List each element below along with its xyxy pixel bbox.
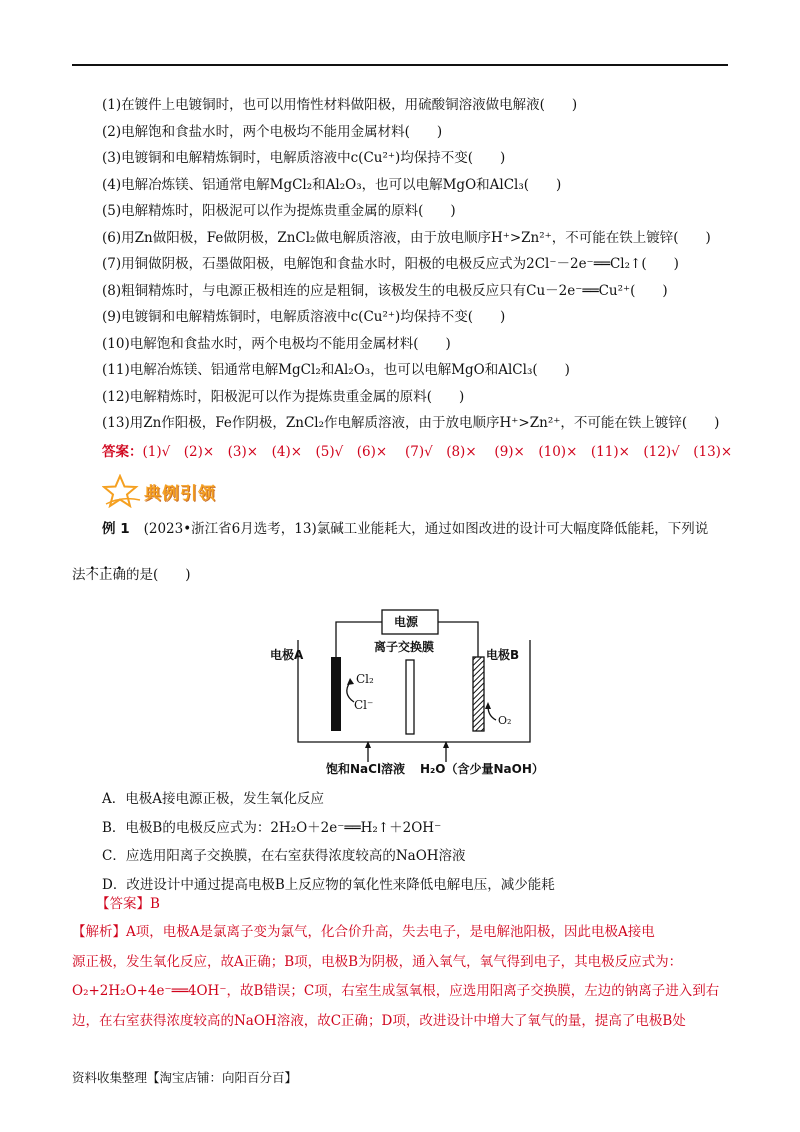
statement-2: (2)电解饱和食盐水时，两个电极均不能用金属材料( )	[102, 123, 443, 140]
wire-right	[438, 622, 478, 657]
emphasis-char: 不	[85, 567, 99, 583]
electrode-a-label: 电极A	[270, 648, 304, 662]
question-line-1	[102, 517, 708, 541]
left-solution-label: 饱和NaCl溶液	[326, 762, 406, 776]
section-banner	[102, 474, 242, 508]
electrode-b-label: 电极B	[486, 648, 520, 662]
cl2-label: Cl₂	[356, 672, 374, 686]
section-banner-title: 典例引领	[144, 484, 216, 504]
question-text-suffix: 的是( )	[126, 567, 191, 583]
statement-13: (13)用Zn作阳极，Fe作阴极，ZnCl₂作电解质溶液，由于放电顺序H⁺>Zn²⁺，不可能在铁上镀锌( )	[102, 415, 720, 431]
cl-ion-label: Cl⁻	[354, 698, 374, 712]
answer-key: 【答案】B	[96, 896, 160, 912]
statement-7: (7)用铜做阴极，石墨做阳极，电解饱和食盐水时，阳极的电极反应式为2Cl⁻－2e⁻══Cl₂↑( )	[102, 256, 679, 272]
ion-exchange-membrane	[406, 660, 414, 734]
statement-6: (6)用Zn做阳极，Fe做阴极，ZnCl₂做电解质溶液，由于放电顺序H⁺>Zn²⁺，不可能在铁上镀锌( )	[102, 229, 711, 246]
question-line-2	[72, 563, 191, 587]
footer-text: 资料收集整理【淘宝店铺：向阳百分百】	[72, 1070, 298, 1085]
statement-5: (5)电解精炼时，阳极泥可以作为提炼贵重金属的原料( )	[102, 203, 456, 219]
statement-10: (10)电解饱和食盐水时，两个电极均不能用金属材料( )	[102, 335, 451, 352]
question-text: (2023•浙江省6月选考，13)氯碱工业能耗大，通过如图改进的设计可大幅度降低能耗，下列说	[143, 521, 709, 537]
header-rule	[72, 64, 728, 66]
statement-11: (11)电解冶炼镁、铝通常电解MgCl₂和Al₂O₃，也可以电解MgO和AlCl₃( )	[102, 362, 570, 378]
analysis-block	[72, 918, 736, 1036]
question-label: 例 1	[102, 521, 130, 537]
right-solution-label: H₂O（含少量NaOH）	[420, 762, 544, 776]
option-a: A．电极A接电源正极，发生氧化反应	[102, 791, 324, 807]
membrane-label: 离子交换膜	[374, 640, 435, 654]
analysis-line: O₂+2H₂O+4e⁻══4OH⁻，故B错误；C项，右室生成氢氧根，应选用阳离子交换膜，左边的钠离子进入到右	[72, 983, 720, 999]
electrode-b	[473, 657, 484, 731]
option-c: C．应选用阳离子交换膜，在右室获得浓度较高的NaOH溶液	[102, 848, 466, 864]
emphasis-char: 确	[112, 567, 126, 583]
electrode-a	[331, 657, 341, 731]
analysis-line: 边，在右室获得浓度较高的NaOH溶液，故C正确；D项，改进设计中增大了氧气的量，提高了电极B处	[72, 1012, 686, 1029]
statement-3: (3)电镀铜和电解精炼铜时，电解质溶液中c(Cu²⁺)均保持不变( )	[102, 150, 506, 166]
option-b: B．电极B的电极反应式为：2H₂O＋2e⁻══H₂↑＋2OH⁻	[102, 819, 442, 836]
statement-8: (8)粗铜精炼时，与电源正极相连的应是粗铜，该极发生的电极反应只有Cu－2e⁻══Cu²⁺( )	[102, 282, 668, 299]
power-label: 电源	[394, 615, 419, 629]
statement-1: (1)在镀件上电镀铜时，也可以用惰性材料做阳极，用硫酸铜溶液做电解液( )	[102, 97, 578, 113]
statement-4: (4)电解冶炼镁、铝通常电解MgCl₂和Al₂O₃，也可以电解MgO和AlCl₃( )	[102, 176, 562, 193]
electrolysis-diagram	[270, 602, 570, 778]
answers-items: (1)√ (2)× (3)× (4)× (5)√ (6)× (7)√ (8)× (9)× (10)× (11)× (12)√ (13)×	[142, 444, 733, 460]
statement-12: (12)电解精炼时，阳极泥可以作为提炼贵重金属的原料( )	[102, 388, 465, 405]
star-icon	[102, 474, 142, 508]
arrow-cl-to-cl2	[347, 682, 354, 702]
option-list	[102, 785, 742, 899]
analysis-line: 【解析】A项，电极A是氯离子变为氯气，化合价升高，失去电子，是电解池阳极，因此电极A接电	[72, 924, 655, 940]
analysis-line: 源正极，发生氧化反应，故A正确；B项，电极B为阴极，通入氧气，氧气得到电子，其电极反应式为：	[72, 953, 683, 970]
question-text-prefix: 法	[72, 567, 86, 583]
emphasis-char: 正	[99, 567, 113, 583]
option-d: D．改进设计中通过提高电极B上反应物的氧化性来降低电解电压，减少能耗	[102, 876, 555, 893]
statement-list	[102, 92, 742, 437]
answers-label: 答案：	[102, 444, 143, 460]
o2-label: O₂	[498, 714, 512, 727]
statement-9: (9)电镀铜和电解精炼铜时，电解质溶液中c(Cu²⁺)均保持不变( )	[102, 309, 506, 325]
answers-line	[102, 440, 732, 464]
